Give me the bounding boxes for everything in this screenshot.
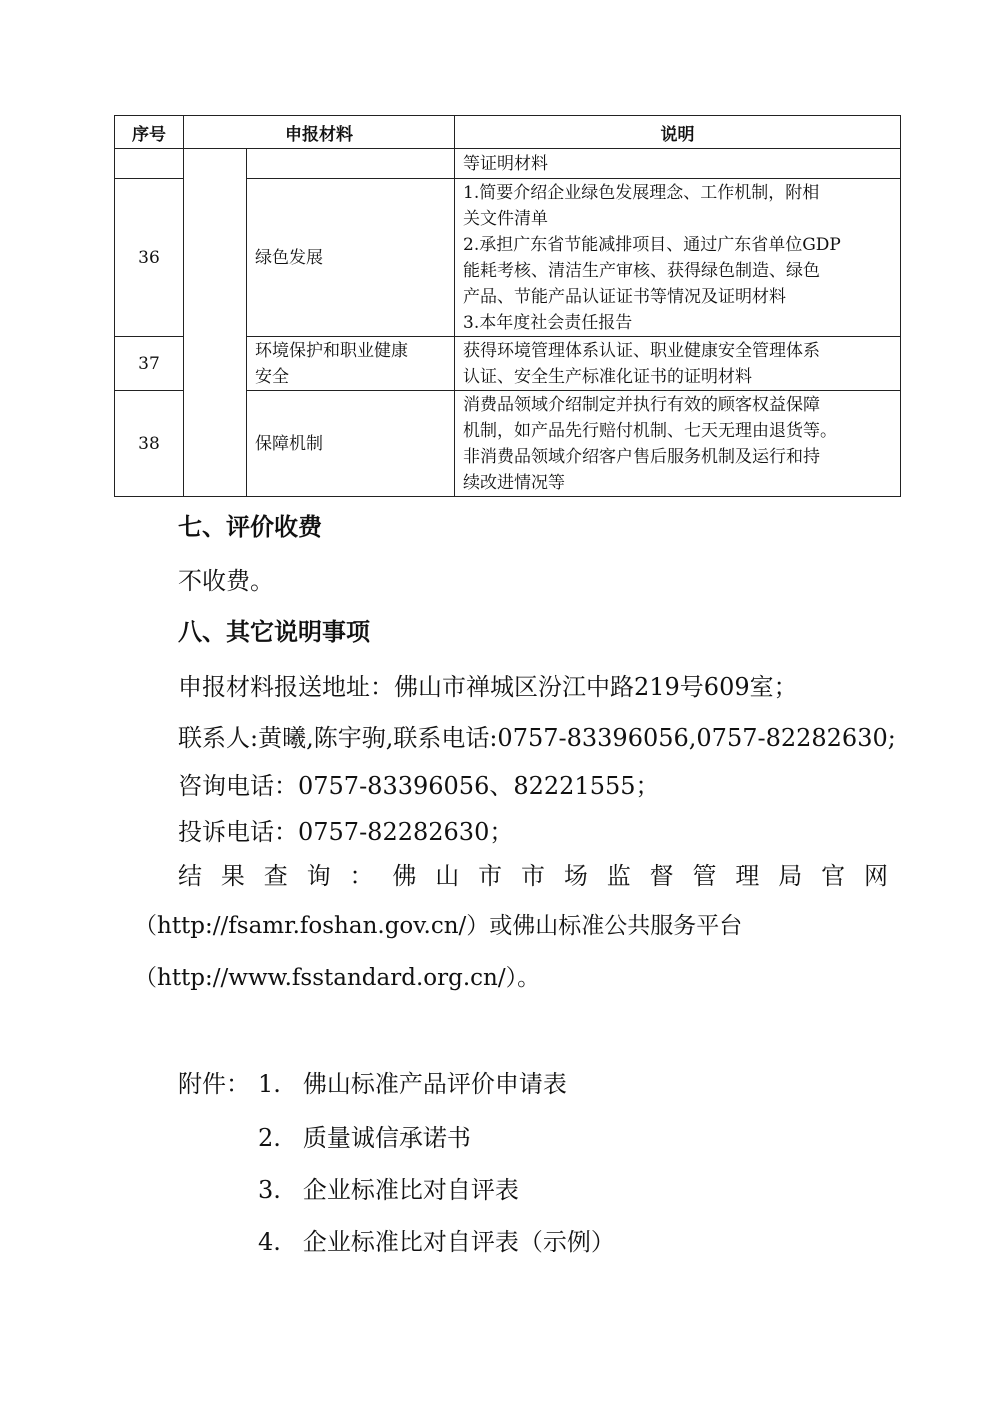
table-cell-description bbox=[455, 337, 901, 391]
result-char: 官 bbox=[821, 862, 846, 890]
description-line: 1.简要介绍企业绿色发展理念、工作机制，附相 bbox=[463, 182, 820, 203]
result-char: 佛 bbox=[392, 862, 417, 890]
description-line: 消费品领域介绍制定并执行有效的顾客权益保障 bbox=[463, 394, 820, 415]
table-cell-merged bbox=[184, 149, 247, 497]
attachment-item bbox=[258, 1170, 519, 1205]
header-seq: 序号 bbox=[115, 116, 184, 149]
complaint-phone-text: 投诉电话：0757-82282630； bbox=[178, 818, 514, 846]
table-cell-seq: 36 bbox=[115, 179, 184, 337]
description-line: 获得环境管理体系认证、职业健康安全管理体系 bbox=[463, 340, 820, 361]
table-cell-description: 等证明材料 bbox=[455, 149, 901, 179]
attachment-item bbox=[258, 1064, 567, 1099]
result-char: 局 bbox=[778, 862, 803, 890]
result-char: 理 bbox=[735, 862, 760, 890]
result-query-line2: （http://fsamr.foshan.gov.cn/）或佛山标准公共服务平台 bbox=[134, 913, 743, 939]
table-header-row bbox=[115, 116, 901, 149]
description-line: 3.本年度社会责任报告 bbox=[463, 312, 633, 333]
result-char: 结 bbox=[178, 862, 202, 890]
description-line: 能耗考核、清洁生产审核、获得绿色制造、绿色 bbox=[463, 260, 820, 281]
attachment-number: 2. bbox=[258, 1124, 281, 1152]
material-line: 安全 bbox=[255, 366, 289, 387]
result-char: 查 bbox=[263, 862, 288, 890]
description-line: 2.承担广东省节能减排项目、通过广东省单位GDP bbox=[463, 234, 841, 255]
attachment-title: 质量诚信承诺书 bbox=[302, 1124, 471, 1152]
address-text: 申报材料报送地址：佛山市禅城区汾江中路219号609室； bbox=[178, 673, 798, 701]
header-description: 说明 bbox=[455, 116, 901, 149]
table-cell-material: 保障机制 bbox=[247, 391, 455, 497]
table-cell-description bbox=[455, 179, 901, 337]
contacts-text: 联系人:黄曦,陈宇驹,联系电话:0757-83396056,0757-82282630; bbox=[178, 724, 896, 752]
table-cell-material bbox=[247, 337, 455, 391]
result-char: ： bbox=[349, 862, 374, 890]
attachment-title: 企业标准比对自评表 bbox=[302, 1176, 519, 1204]
result-char: 市 bbox=[478, 862, 503, 890]
table-cell-seq: 37 bbox=[115, 337, 184, 391]
table-row-continuation bbox=[115, 149, 901, 179]
attachment-number: 4. bbox=[258, 1228, 281, 1256]
description-line: 机制，如产品先行赔付机制、七天无理由退货等。 bbox=[463, 420, 837, 441]
attachment-item bbox=[258, 1222, 615, 1257]
table-cell bbox=[247, 149, 455, 179]
attachment-number: 3. bbox=[258, 1176, 281, 1204]
attachment-item bbox=[258, 1118, 471, 1153]
result-char: 督 bbox=[649, 862, 674, 890]
consult-phone-text: 咨询电话：0757-83396056、82221555； bbox=[178, 772, 660, 800]
result-char: 询 bbox=[306, 862, 331, 890]
table-cell-description bbox=[455, 391, 901, 497]
attachment-number: 1. bbox=[258, 1070, 281, 1098]
description-line: 认证、安全生产标准化证书的证明材料 bbox=[463, 366, 752, 387]
table-cell-seq: 38 bbox=[115, 391, 184, 497]
result-char: 市 bbox=[521, 862, 545, 890]
table-cell bbox=[115, 149, 184, 179]
result-query-line bbox=[178, 856, 888, 891]
attachment-title: 企业标准比对自评表（示例） bbox=[302, 1228, 615, 1256]
material-line: 环境保护和职业健康 bbox=[255, 340, 408, 361]
header-material: 申报材料 bbox=[184, 116, 455, 149]
attachments-label: 附件： bbox=[178, 1070, 250, 1098]
description-line: 续改进情况等 bbox=[463, 472, 565, 493]
section8-heading: 八、其它说明事项 bbox=[178, 618, 370, 646]
result-char: 果 bbox=[220, 862, 245, 890]
result-query-line3: （http://www.fsstandard.org.cn/）。 bbox=[134, 965, 541, 991]
description-line: 关文件清单 bbox=[463, 208, 548, 229]
result-char: 山 bbox=[435, 862, 460, 890]
result-char: 场 bbox=[563, 862, 588, 890]
table-cell-material: 绿色发展 bbox=[247, 179, 455, 337]
materials-table bbox=[114, 115, 901, 497]
result-char: 网 bbox=[864, 862, 888, 890]
section7-heading: 七、评价收费 bbox=[178, 513, 322, 541]
result-char: 管 bbox=[692, 862, 717, 890]
attachment-title: 佛山标准产品评价申请表 bbox=[302, 1070, 567, 1098]
result-char: 监 bbox=[606, 862, 631, 890]
description-line: 非消费品领域介绍客户售后服务机制及运行和持 bbox=[463, 446, 820, 467]
section7-body: 不收费。 bbox=[178, 567, 274, 595]
description-line: 产品、节能产品认证证书等情况及证明材料 bbox=[463, 286, 786, 307]
